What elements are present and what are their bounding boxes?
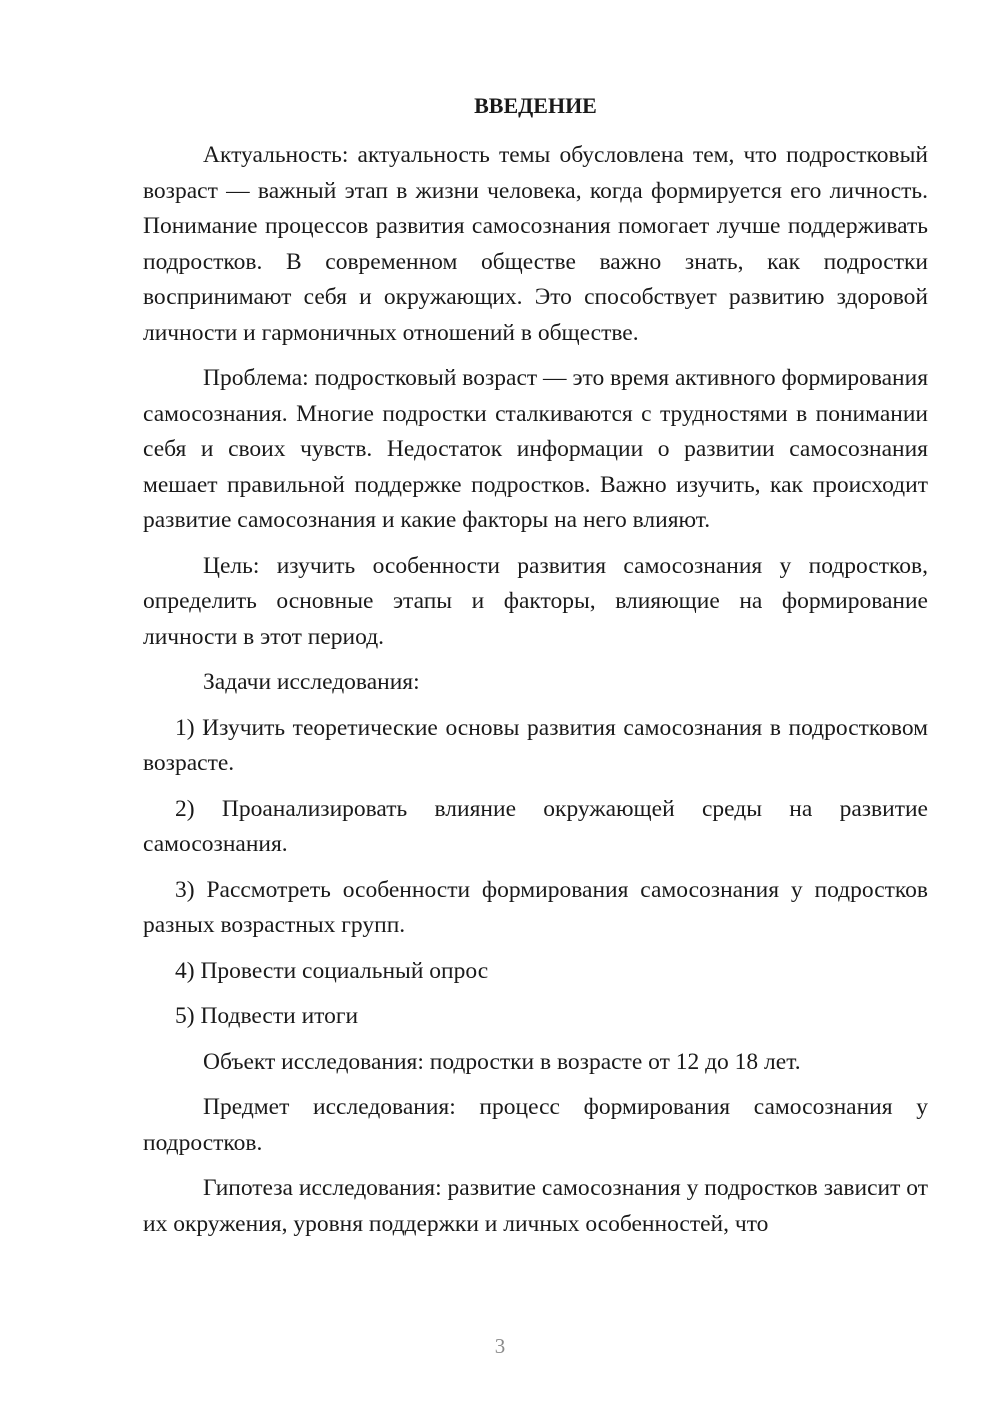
paragraph-subject: Предмет исследования: процесс формирования самосознания у подростков.	[143, 1094, 928, 1156]
task-item-1: 1) Изучить теоретические основы развития самосознания в подростковом возрасте.	[143, 714, 928, 776]
page-content	[143, 92, 928, 1252]
task-item-5: 5) Подвести итоги	[175, 1003, 359, 1029]
paragraph-hypothesis: Гипотеза исследования: развитие самосознания у подростков зависит от их окружения, уровня поддержки и личных особенностей, что	[143, 1175, 928, 1237]
paragraph-problem: Проблема: подростковый возраст — это время активного формирования самосознания. Многие подростки сталкиваются с трудностями в понимании себя и своих чувств. Недостаток информации о развитии самосознания мешает правильной поддержке подростков. Важно изучить, как происходит развитие самосознания и какие факторы на него влияют.	[143, 365, 928, 533]
task-item-3: 3) Рассмотреть особенности формирования самосознания у подростков разных возрастных групп.	[143, 876, 928, 938]
paragraph-relevance: Актуальность: актуальность темы обусловлена тем, что подростковый возраст — важный этап в жизни человека, когда формируется его личность. Понимание процессов развития самосознания помогает лучше поддерживать подростков. В современном обществе важно знать, как подростки воспринимают себя и окружающих. Это способствует развитию здоровой личности и гармоничных отношений в обществе.	[143, 142, 928, 346]
paragraph-tasks-title: Задачи исследования:	[203, 669, 420, 695]
paragraph-object: Объект исследования: подростки в возрасте от 12 до 18 лет.	[203, 1048, 801, 1075]
page-number: 3	[494, 1334, 506, 1358]
paragraph-goal: Цель: изучить особенности развития самосознания у подростков, определить основные этапы и факторы, влияющие на формирование личности в этот период.	[143, 552, 928, 650]
task-item-4: 4) Провести социальный опрос	[175, 957, 489, 984]
task-item-2: 2) Проанализировать влияние окружающей среды на развитие самосознания.	[143, 795, 928, 857]
section-heading: ВВЕДЕНИЕ	[474, 93, 597, 118]
